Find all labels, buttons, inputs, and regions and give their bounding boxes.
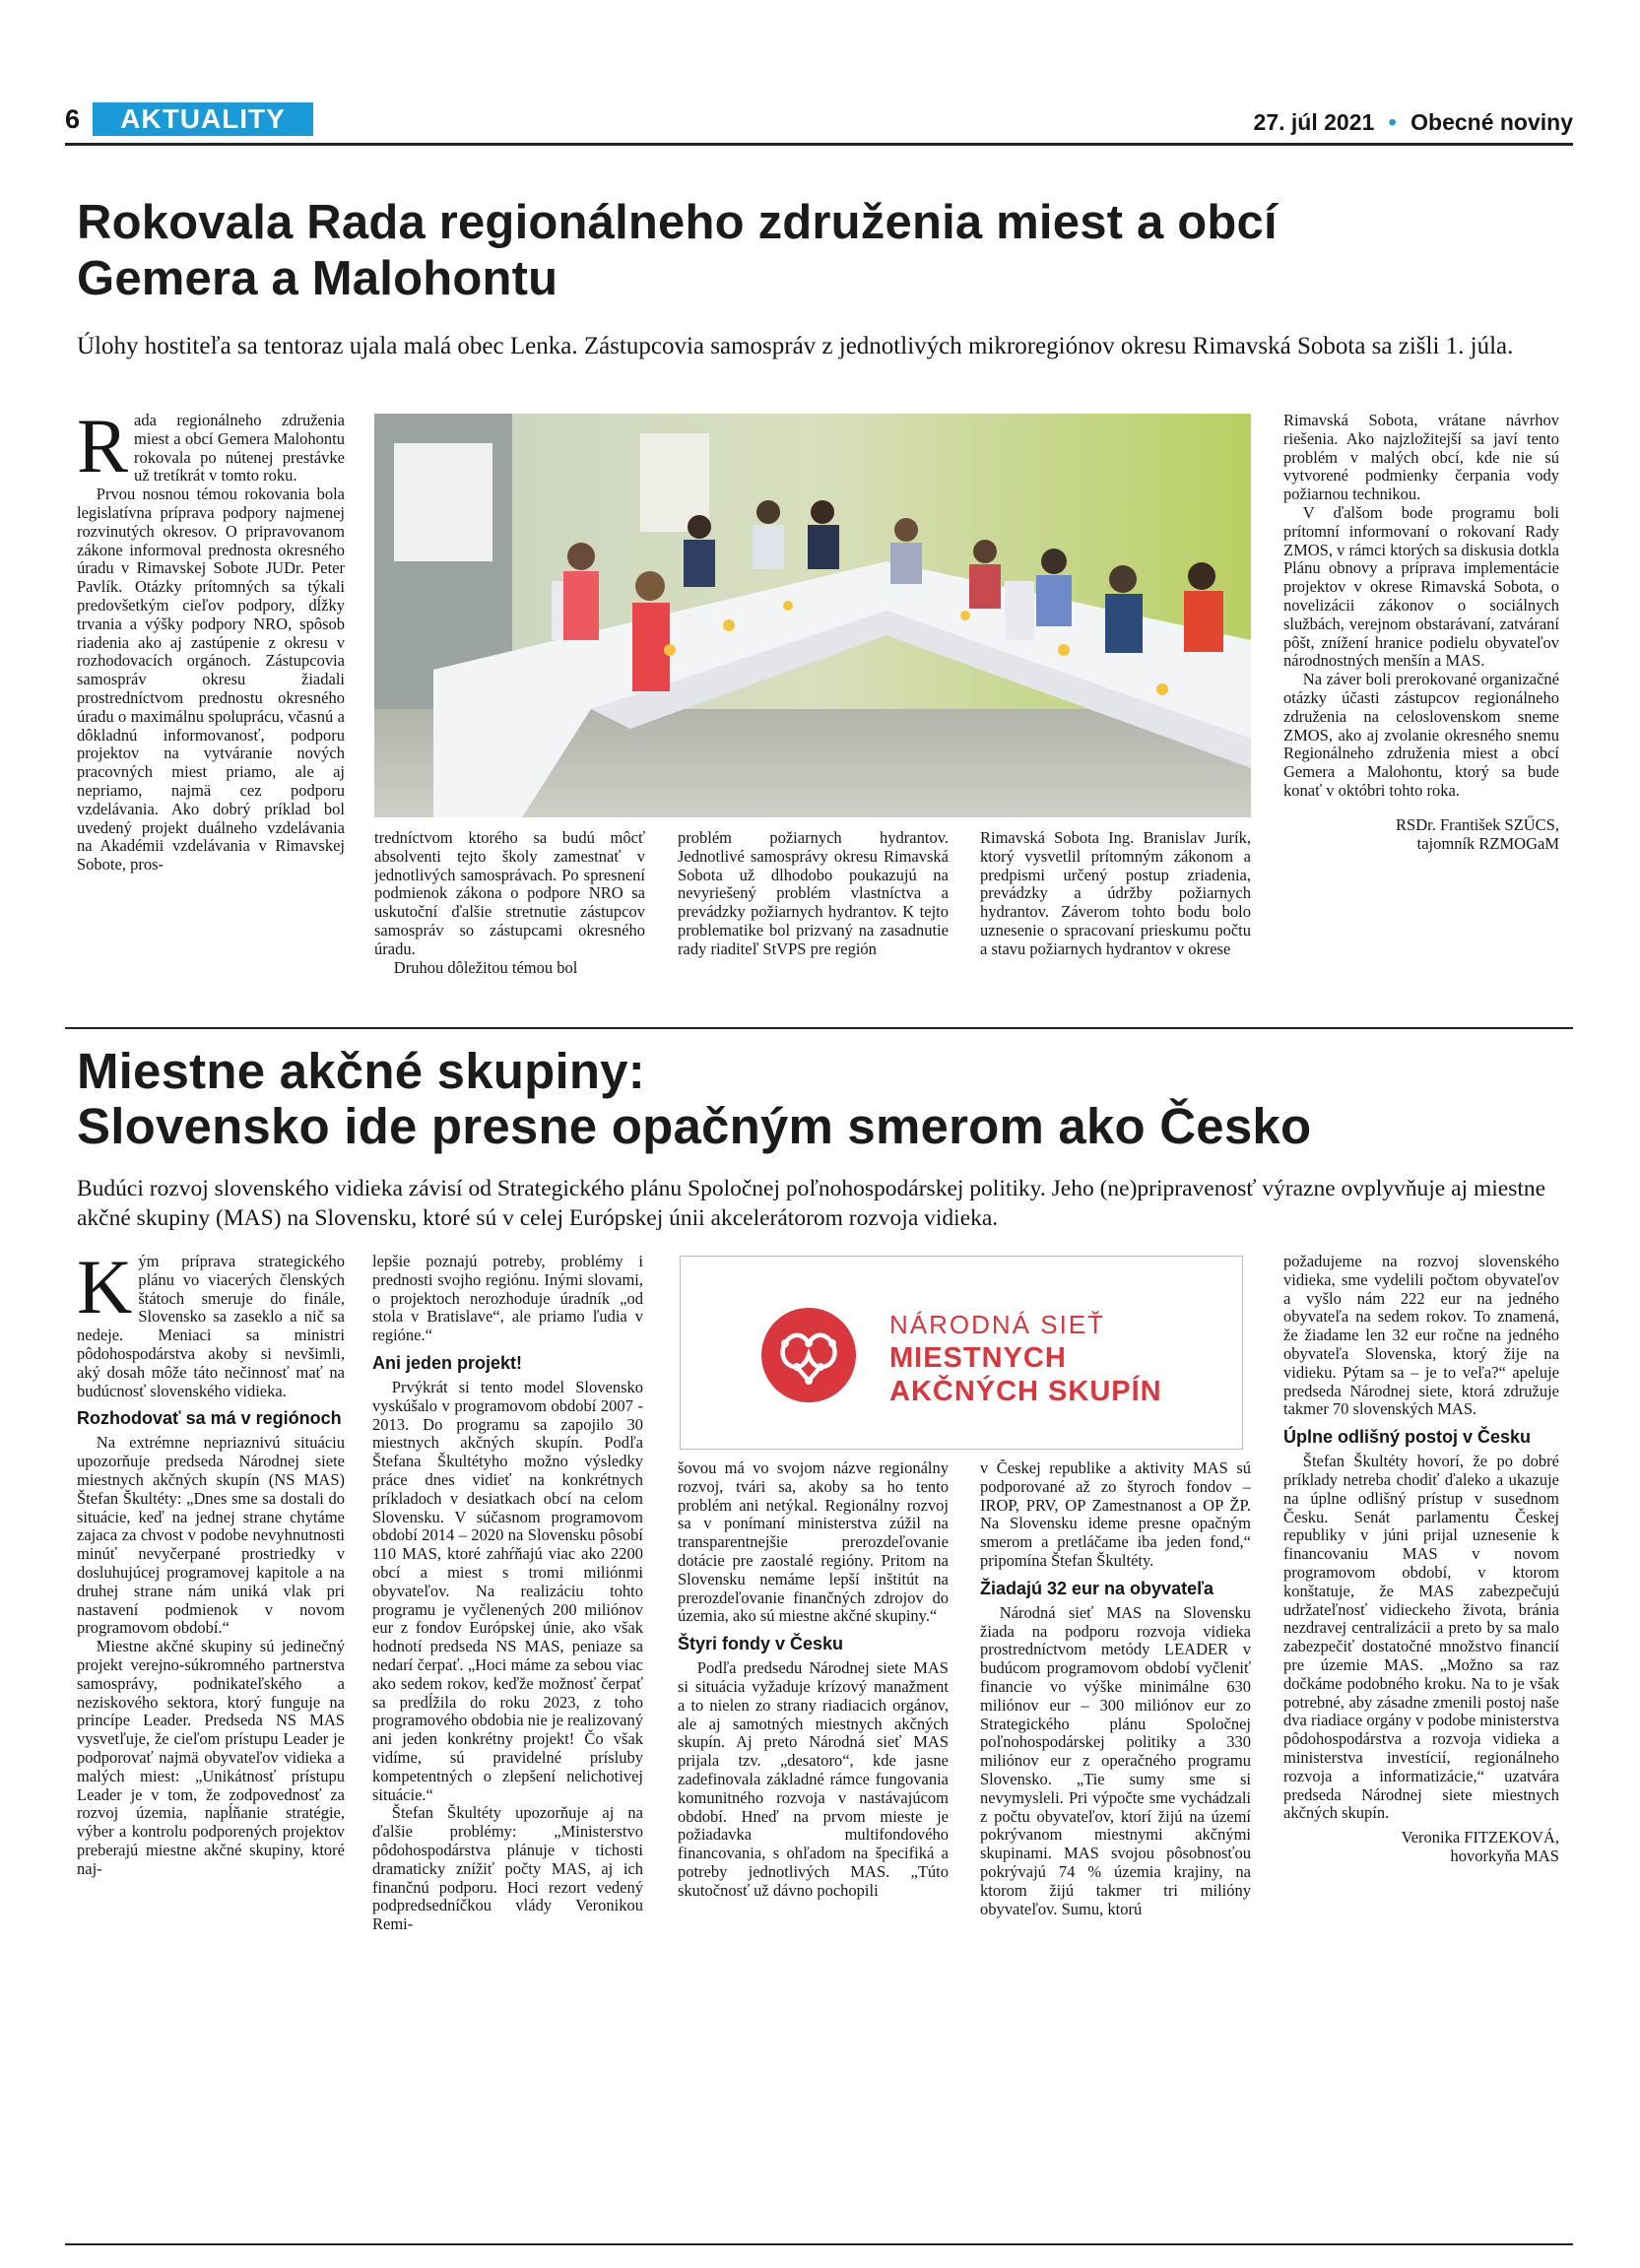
article2-text: Prvýkrát si tento model Slovensko vyskúšalo v programovom období 2007 - 2013. Do programu sa zapojilo 30 miestnych akčných skupín. Podľa Štefana Škultétyho možno výsledky práce dnes vidieť na konkrétnych príkladoch v desiatkach obcí na celom Slovensku. V súčasnom programovom období 2014 – 2020 na Slovensku pôsobí 110 MAS, ktoré zahŕňajú viac ako 2200 obcí a miest s tromi miliónmi obyvateľov. Na realizáciu tohto programu je vyčlenených 200 miliónov eur z fondov Európskej únie, ako však hodnotí predseda NS MAS, peniaze sa nedarí čerpať. „Hoci máme za sebou viac ako sedem rokov, keďže možnosť čerpať sa predĺžila do roku 2023, z toho programového obdobia nie je realizovaný ani jeden konkrétny projekt! Čo však vidíme, sú pravidelné prísluby kompetentných o zlepšení nelichotivej situácie.“ <box>372 1377 643 1804</box>
article2-author: Veronika FITZEKOVÁ, <box>1401 1828 1559 1847</box>
article2-subheading: Žiadajú 32 eur na obyvateľa <box>980 1578 1214 1598</box>
article2-title-line1: Miestne akčné skupiny: <box>77 1043 645 1099</box>
article2-drop-cap: K <box>77 1253 133 1329</box>
article1-title <box>77 195 1278 307</box>
article1-text: Prvou nosnou témou rokovania bola legislatívna príprava podpory najmenej rozvinutých okresov. O pripravovanom zákone informoval prednosta okresného úradu v Rimavskej Sobote JUDr. Peter Pavlík. Otázky prítomných sa týkali predovšetkým cieľov podpory, dĺžky trvania a výšky podpory NRO, spôsob riadenia ako aj zastúpenie z okresu v rozhodovacích orgánoch. Zástupcovia samospráv okresu žiadali prostredníctvom prednostu okresného úradu o maximálnu spoluprácu, včasnú a dôkladnú informovanosť, podporu projektov na vytváranie nových pracovných miest priamo, ale aj nepriamo, najmä cez podporu vzdelávania. Ako dobrý príklad bol uvedený projekt duálneho vzdelávania na Akadémii vzdelávania v Rimavskej Sobote, pros- <box>77 485 345 875</box>
article2-column-1 <box>77 1253 345 2237</box>
article1-column-4 <box>980 829 1251 1004</box>
bullet: • <box>1388 109 1397 135</box>
article1-title-line1: Rokovala Rada regionálneho združenia miest a obcí <box>77 196 1278 249</box>
page-number: 6 <box>65 104 81 134</box>
article2-text: ým príprava strategického plánu vo viacerých členských štátoch smeruje do finále, Slovensko sa zaseklo a nič sa nedeje. Meniaci sa ministri pôdohospodárstva akoby si nevšimli, aký dosah môže táto nečinnosť mať na budúcnosť slovenského vidieka. <box>77 1253 345 1400</box>
section-label: AKTUALITY <box>93 102 313 136</box>
article2-title <box>77 1044 1311 1154</box>
article2-subheading: Štyri fondy v Česku <box>678 1634 844 1654</box>
issue-date: 27. júl 2021 <box>1253 109 1375 135</box>
article1-text: Rimavská Sobota, vrátane návrhov riešenia. Ako najzložitejší sa javí tento problém v malých obcí, kde nie sú vytvorené podmienky čerpania vody požiarnou technikou. <box>1283 412 1559 504</box>
article2-lead: Budúci rozvoj slovenského vidieka závisí od Strategického plánu Spoločnej poľnohospodárskej politiky. Jeho (ne)pripravenosť výrazne ovplyvňuje aj miestne akčné skupiny (MAS) na Slovensku, ktoré sú v celej Európskej únii akcelerátorom rozvoja vidieka. <box>77 1176 1546 1231</box>
header-rule <box>65 143 1573 146</box>
ns-mas-logo-box <box>680 1256 1243 1450</box>
article2-text: lepšie poznajú potreby, problémy i prednosti svojho regiónu. Inými slovami, o projektoch nerozhoduje úradník „od stola v Bratislave“, ale priamo ľudia v regióne.“ <box>372 1253 643 1345</box>
article1-column-3 <box>678 829 949 1004</box>
article2-title-line2: Slovensko ide presne opačným smerom ako Česko <box>77 1098 1312 1154</box>
article1-text: ada regionálneho združenia miest a obcí Gemera Malohontu rokovala po nútenej prestávke už tretíkrát v tomto roku. <box>134 412 345 486</box>
article2-author-role: hovorkyňa MAS <box>1450 1846 1559 1865</box>
article1-column-2 <box>374 829 645 1004</box>
article2-text: Miestne akčné skupiny sú jedinečný projekt verejno-súkromného partnerstva samosprávy, podnikateľského a neziskového sektora, ktorý funguje na princípe Leader. Predseda NS MAS vysvetľuje, že cieľom prístupu Leader je podporovať najmä obyvateľov vidieka a malých miest: „Unikátnosť prístupu Leader je v tom, že zodpovednosť za rozvoj územia, napĺňanie stratégie, výber a kontrolu podporených projektov preberajú miestne akčné skupiny, ktoré naj- <box>77 1637 345 1878</box>
article2-text: Národná sieť MAS na Slovensku žiada na podporu rozvoja vidieka prostredníctvom metódy LEADER v budúcom programovom období vyčleniť financie vo výške minimálne 630 miliónov eur – 300 miliónov eur zo Strategického plánu Spoločnej poľnohospodárskej politiky a 330 miliónov eur z operačného programu Slovensko. „Tie sumy sme si nevymysleli. Pri výpočte sme vychádzali z počtu obyvateľov, ktorí žijú na území pokrývanom miestnymi akčnými skupinami. MAS svojou pôsobnosťou pokrývajú 74 % územia krajiny, na ktorom žijú takmer tri milióny obyvateľov. Sumu, ktorú <box>980 1602 1251 1918</box>
article2-column-5 <box>1283 1253 1559 2237</box>
article2-text: Štefan Škultéty upozorňuje aj na ďalšie problémy: „Ministerstvo pôdohospodárstva plánuje v tichosti dramaticky znížiť počty MAS, aj ich finančnú podporu. Hoci rezort vedený podpredsedníčkou vlády Veronikou Remi- <box>372 1803 643 1934</box>
article1-text: Druhou dôležitou témou bol <box>393 957 578 977</box>
article2-text: Podľa predsedu Národnej siete MAS si situácia vyžaduje krízový manažment a to nielen zo strany riadiacich orgánov, ale aj samotných miestnych akčných skupín. Aj preto Národná sieť MAS prijala tzv. „desatoro“, kde jasne zadefinovala základné rámce fungovania komunitného rozvoja v nastávajúcom období. Hneď na prvom mieste je požiadavka multifondového financovania, s ohľadom na špecifiká a potreby jednotlivých MAS. „Túto skutočnosť už dávno pochopili <box>678 1658 949 1900</box>
article1-author-role: tajomník RZMOGaM <box>1416 833 1559 853</box>
logo-line-1: NÁRODNÁ SIEŤ <box>889 1310 1106 1339</box>
article1-column-5 <box>1283 412 1559 1007</box>
article1-drop-cap: R <box>77 412 129 488</box>
article1-text: tredníctvom ktorého sa budú môcť absolventi tejto školy zamestnať v jednotlivých samosprávach. Po spresnení podmienok zákona o podpore NRO sa uskutoční ďalšie stretnutie zástupcov samospráv so zástupcami okresného úradu. <box>374 829 645 958</box>
article1-title-line2: Gemera a Malohontu <box>77 252 558 305</box>
article1-text: Rimavská Sobota Ing. Branislav Jurík, ktorý vysvetlil prítomným zákonom a predpismi určený postup zriadenia, prevádzky a údržby požiarnych hydrantov. Záverom tohto bodu bolo uznesenie o spracovaní prieskumu počtu a stavu požiarnych hydrantov v okrese <box>980 829 1251 958</box>
article2-subheading: Úplne odlišný postoj v Česku <box>1283 1427 1532 1448</box>
logo-line-3: AKČNÝCH SKUPÍN <box>889 1376 1162 1407</box>
header-dateline <box>1254 108 1573 136</box>
article2-column-3 <box>678 1459 949 2237</box>
ns-mas-logo-icon <box>759 1306 858 1404</box>
article2-text: šovou má vo svojom názve regionálny rozvoj, tvári sa, akoby sa ho tento problém ani netýkal. Regionálny rozvoj sa v ponímaní ministerstva zúžil na transparentnejšie prerozdeľovanie dotácie pre zaostalé regióny. Pritom na Slovensku nemáme lepší inštitút na prerozdeľovanie finančných zdrojov do územia, ako sú miestne akčné skupiny.“ <box>678 1459 949 1626</box>
article-divider <box>65 1027 1573 1029</box>
article2-text: Štefan Škultéty hovorí, že po dobré príklady netreba chodiť ďaleko a ukazuje na úplne odlišný prístup v susednom Česku. Senát parlamentu Českej republiky v júni prijal uznesenie k financovaniu MAS v novom programovom období, v ktorom konštatuje, že MAS zabezpečujú udržateľnosť vidieckeho života, bránia nezdravej centralizácii a preto by sa malo zabezpečiť dostatočné množstvo financií pre územie MAS. „Možno sa raz dočkáme podobného kroku. Na to je však potrebné, aby zásadne zmenili postoj naše dva riadiace orgány v podobe ministerstva pôdohospodárstva a rozvoja vidieka a ministerstva investícií, regionálneho rozvoja a informatizácie,“ uzatvára predseda Národnej siete miestnych akčných skupín. <box>1283 1452 1559 1823</box>
article1-author: RSDr. František SZŰCS, <box>1396 814 1559 834</box>
article1-column-1 <box>77 412 345 1003</box>
footer-rule <box>65 2243 1573 2245</box>
article1-text: Na záver boli prerokované organizačné otázky účasti zástupcov regionálneho združenia na celoslovenskom sneme ZMOS, ako aj zvolanie okresného snemu Regionálneho združenia miest a obcí Gemera a Malohontu, ktorý sa bude konať v októbri tohto roka. <box>1283 670 1559 800</box>
article1-lead: Úlohy hostiteľa sa tentoraz ujala malá obec Lenka. Zástupcovia samospráv z jednotlivých mikroregiónov okresu Rimavská Sobota sa zišli 1. júla. <box>77 333 1514 359</box>
article2-text: požadujeme na rozvoj slovenského vidieka, sme vydelili počtom obyvateľov a vyšlo nám 222 eur na jedného obyvateľa na sedem rokov. To znamená, že žiadame len 32 eur ročne na jedného obyvateľa Slovenska, ktorý žije na vidieku. Pýtam sa – je to veľa?“ apeluje predseda Národnej siete, ktorá združuje takmer 70 slovenských MAS. <box>1283 1253 1559 1419</box>
ns-mas-logo-text <box>889 1308 1162 1408</box>
article2-column-4 <box>980 1459 1251 2237</box>
article1-text: V ďalšom bode programu boli prítomní informovaní o rokovaní Rady ZMOS, v rámci ktorých sa diskusia dotkla Plánu obnovy a príprava implementácie projektov v okrese Rimavská Sobota, o novelizácii zákonov o sociálnych službách, verejnom obstarávaní, zatváraní pôšt, znížení hranice podielu obyvateľov národnostných menšín a MAS. <box>1283 502 1559 671</box>
article2-column-2 <box>372 1253 643 2237</box>
article2-subheading: Ani jeden projekt! <box>372 1352 523 1373</box>
article1-text: problém požiarnych hydrantov. Jednotlivé samosprávy okresu Rimavská Sobota už dlhodobo poukazujú na nevyriešený problém vlastníctva a prevádzky požiarnych hydrantov. K tejto problematike bol prizvaný na zasadnutie rady riaditeľ StVPS pre región <box>678 829 949 958</box>
article2-subheading: Rozhodovať sa má v regiónoch <box>77 1408 342 1429</box>
meeting-photo <box>374 414 1251 817</box>
publication-name: Obecné noviny <box>1410 109 1573 135</box>
article2-text: v Českej republike a aktivity MAS sú podporované až zo štyroch fondov – IROP, PRV, OP Zamestnanost a OP ŽP. Na Slovensku ideme presne opačným smerom a pretláčame iba jeden fond,“ pripomína Štefan Škultéty. <box>980 1459 1251 1570</box>
article2-text: Na extrémne nepriaznivú situáciu upozorňuje predseda Národnej siete miestnych akčných skupín (NS MAS) Štefan Škultéty: „Dnes sme sa dostali do situácie, keď na jednej strane chytáme zajaca za chvost v podobe nevyhnutnosti minúť nevyčerpané prostriedky v dosluhujúcej programovej kapitole a na druhej strane nám uniká vlak pri nastavení podmienok v novom programovom období.“ <box>77 1433 345 1638</box>
logo-line-2: MIESTNYCH <box>889 1342 1067 1374</box>
